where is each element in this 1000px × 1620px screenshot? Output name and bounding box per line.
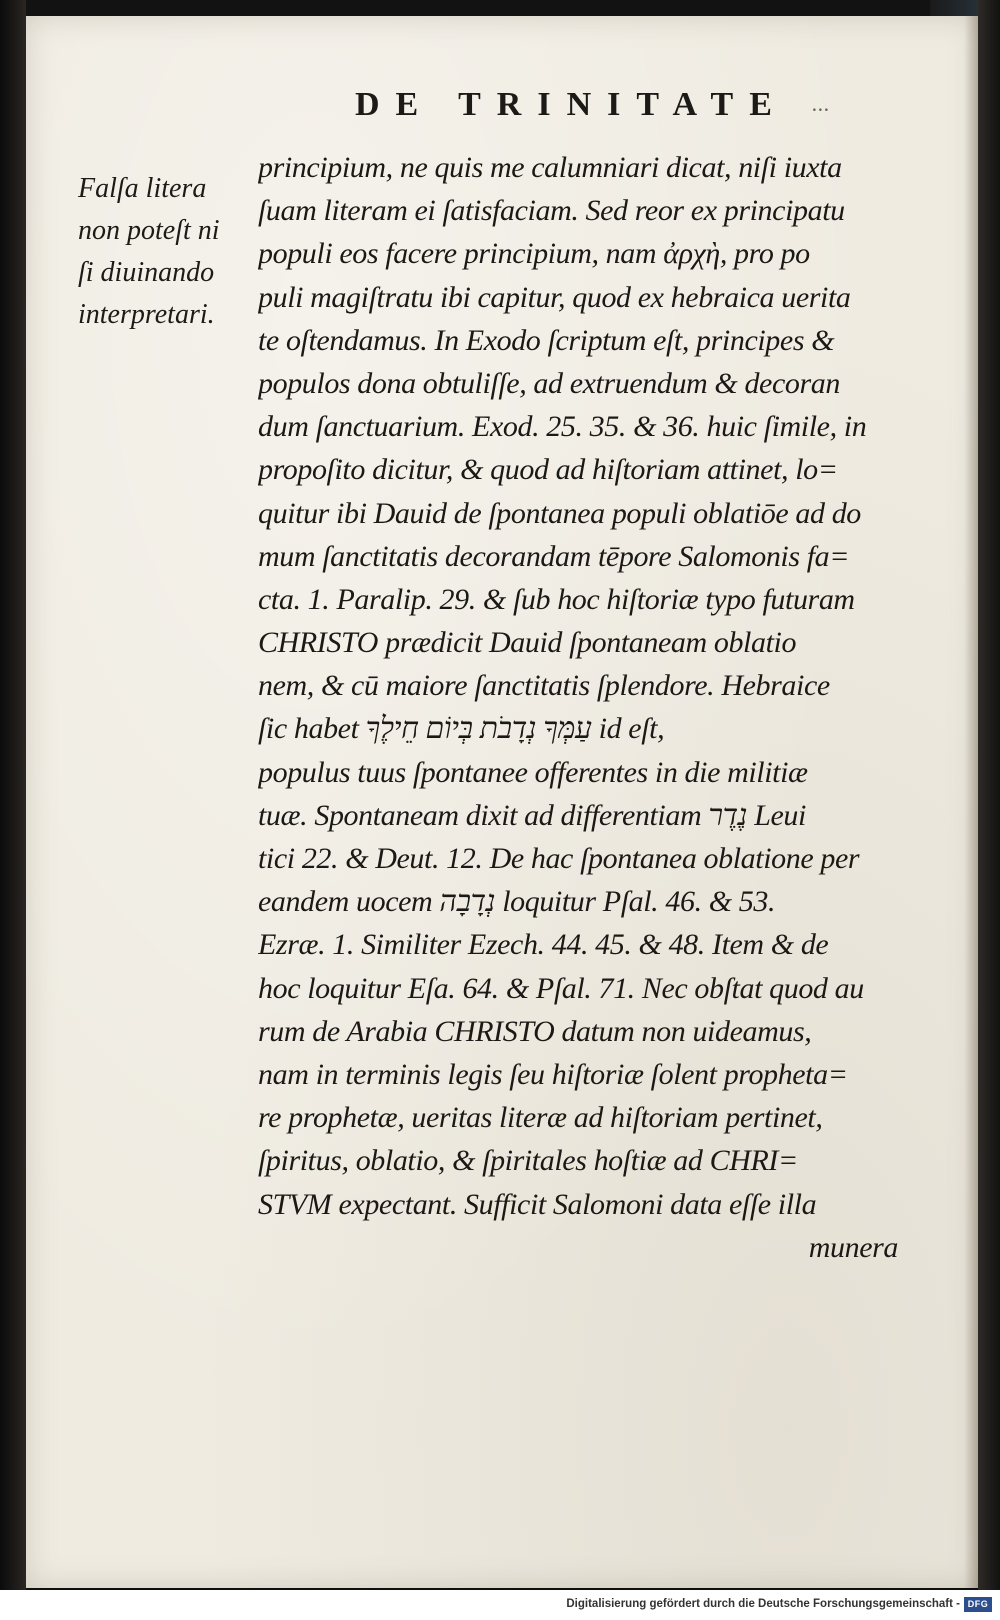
marginal-note-line: non poteſt ni: [78, 215, 220, 246]
text-line-hebrew: ſic habet עַמְּךָ נְדָבֹת בְּיוֹם חֵילֶךָ id eſt,: [258, 712, 665, 746]
text-line: STVM expectant. Sufficit Salomoni data eſſe illa: [258, 1187, 817, 1221]
text-line: populi eos facere principium, nam ἀρχὴ, pro po: [258, 237, 810, 271]
text-line: nam in terminis legis ſeu hiſtoriæ ſolent propheta=: [258, 1057, 848, 1091]
running-head-title: DE TRINITATE: [355, 86, 788, 123]
running-head: [355, 86, 855, 124]
text-line: rum de Arabia CHRISTO datum non uideamus,: [258, 1014, 812, 1048]
footer-bar: [0, 1590, 1000, 1620]
text-line: quitur ibi Dauid de ſpontanea populi oblatiōe ad do: [258, 496, 861, 530]
text-line-hebrew: eandem uocem נְדָבָה loquitur Pſal. 46. & 53.: [258, 885, 776, 919]
text-line: ſuam literam ei ſatisfaciam. Sed reor ex principatu: [258, 194, 845, 228]
text-line: nem, & cū maiore ſanctitatis ſplendore. Hebraice: [258, 669, 830, 703]
funding-credit: Digitalisierung gefördert durch die Deutsche Forschungsgemeinschaft -: [566, 1598, 960, 1610]
page-edge-shadow: [964, 16, 978, 1588]
text-line: ſpiritus, oblatio, & ſpiritales hoſtiæ ad CHRI=: [258, 1144, 798, 1178]
text-line: cta. 1. Paralip. 29. & ſub hoc hiſtoriæ typo futuram: [258, 582, 855, 616]
text-line: CHRISTO prædicit Dauid ſpontaneam oblatio: [258, 626, 797, 660]
catchword: munera: [808, 1230, 898, 1264]
marginal-note-line: interpretari.: [78, 299, 215, 330]
text-line: propoſito dicitur, & quod ad hiſtoriam attinet, lo=: [258, 453, 838, 487]
text-line: hoc loquitur Eſa. 64. & Pſal. 71. Nec obſtat quod au: [258, 971, 864, 1005]
marginal-note-line: Falſa litera: [78, 173, 207, 204]
body-text: [258, 146, 938, 1269]
text-line: dum ſanctuarium. Exod. 25. 35. & 36. huic ſimile, in: [258, 410, 867, 444]
running-head-ornament: ...: [812, 98, 831, 116]
text-line: re prophetæ, ueritas literæ ad hiſtoriam pertinet,: [258, 1101, 823, 1135]
text-line: mum ſanctitatis decorandam tēpore Salomonis fa=: [258, 539, 850, 573]
text-line: puli magiſtratu ibi capitur, quod ex hebraica uerita: [258, 280, 851, 314]
dfg-logo-icon[interactable]: DFG: [964, 1597, 992, 1612]
scan-frame-right: [978, 0, 1000, 1590]
text-line: te oſtendamus. In Exodo ſcriptum eſt, principes &: [258, 323, 835, 357]
scan-frame-left: [0, 0, 26, 1590]
text-line: Ezræ. 1. Similiter Ezech. 44. 45. & 48. Item & de: [258, 928, 829, 962]
marginal-note-line: ſi diuinando: [78, 257, 215, 288]
text-line: populus tuus ſpontanee offerentes in die militiæ: [258, 755, 808, 789]
text-line: tici 22. & Deut. 12. De hac ſpontanea oblatione per: [258, 842, 860, 875]
text-line: principium, ne quis me calumniari dicat, niſi iuxta: [258, 151, 842, 184]
text-line-hebrew: tuæ. Spontaneam dixit ad differentiam נֶדֶר Leui: [258, 798, 806, 832]
text-line: populos dona obtuliſſe, ad extruendum & decoran: [258, 366, 840, 400]
marginal-note: [78, 168, 268, 336]
